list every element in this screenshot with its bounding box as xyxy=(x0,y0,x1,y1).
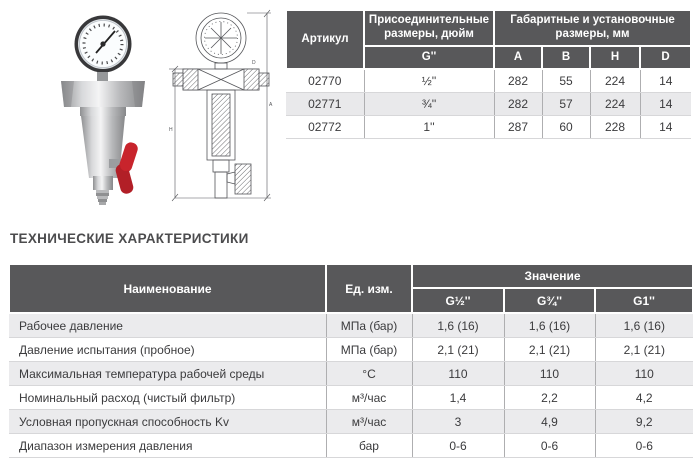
col-header-d: D xyxy=(640,46,691,69)
cell-value: 2,1 (21) xyxy=(504,338,595,362)
cell-value: 110 xyxy=(412,362,504,386)
cell-a: 282 xyxy=(494,93,542,116)
cell-value: 4,2 xyxy=(595,386,693,410)
cell-article: 02772 xyxy=(286,116,364,139)
section-title: ТЕХНИЧЕСКИЕ ХАРАКТЕРИСТИКИ xyxy=(10,231,249,246)
cell-value: 2,1 (21) xyxy=(412,338,504,362)
table-row xyxy=(286,69,691,93)
col-header-g34: G¾'' xyxy=(504,288,595,313)
table-row xyxy=(9,386,693,410)
table-row xyxy=(9,434,693,458)
cell-d: 14 xyxy=(640,69,691,93)
col-header-dimensions: Габаритные и установочные размеры, мм xyxy=(494,10,691,46)
cell-value: 0-6 xyxy=(504,434,595,458)
dim-label-left: H xyxy=(169,127,173,133)
table-row xyxy=(9,410,693,434)
cell-value: 1,6 (16) xyxy=(595,313,693,338)
cell-unit: МПа (бар) xyxy=(326,338,412,362)
product-photo xyxy=(46,8,161,206)
cell-value: 0-6 xyxy=(595,434,693,458)
cell-name: Условная пропускная способность Kv xyxy=(9,410,326,434)
table-row xyxy=(286,116,691,139)
col-header-g12: G½'' xyxy=(412,288,504,313)
cell-unit: м³/час xyxy=(326,410,412,434)
cell-value: 4,9 xyxy=(504,410,595,434)
cell-name: Рабочее давление xyxy=(9,313,326,338)
cell-value: 110 xyxy=(504,362,595,386)
technical-drawing xyxy=(166,6,276,206)
cell-unit: МПа (бар) xyxy=(326,313,412,338)
table-row xyxy=(286,93,691,116)
cell-name: Диапазон измерения давления xyxy=(9,434,326,458)
cell-g: 1'' xyxy=(364,116,494,139)
cell-value: 1,6 (16) xyxy=(504,313,595,338)
cell-name: Давление испытания (пробное) xyxy=(9,338,326,362)
cell-g: ½'' xyxy=(364,69,494,93)
dim-label-top: D xyxy=(252,60,256,66)
cell-value: 0-6 xyxy=(412,434,504,458)
cell-b: 60 xyxy=(542,116,590,139)
tech-characteristics-table xyxy=(8,263,694,458)
cell-name: Номинальный расход (чистый фильтр) xyxy=(9,386,326,410)
cell-h: 228 xyxy=(590,116,640,139)
cell-a: 282 xyxy=(494,69,542,93)
cell-unit: °С xyxy=(326,362,412,386)
gauge-stem xyxy=(97,72,108,81)
cell-unit: бар xyxy=(326,434,412,458)
dimensions-table xyxy=(285,9,692,139)
col-header-g1: G1'' xyxy=(595,288,693,313)
cell-d: 14 xyxy=(640,93,691,116)
cell-value: 2,1 (21) xyxy=(595,338,693,362)
col-header-b: B xyxy=(542,46,590,69)
cell-name: Максимальная температура рабочей среды xyxy=(9,362,326,386)
col-header-g: G'' xyxy=(364,46,494,69)
col-header-article: Артикул xyxy=(286,10,364,69)
cell-b: 55 xyxy=(542,69,590,93)
cell-g: ¾'' xyxy=(364,93,494,116)
cell-value: 3 xyxy=(412,410,504,434)
table-row xyxy=(9,338,693,362)
cell-d: 14 xyxy=(640,116,691,139)
cell-value: 9,2 xyxy=(595,410,693,434)
col-header-unit: Ед. изм. xyxy=(326,264,412,313)
cell-value: 1,6 (16) xyxy=(412,313,504,338)
col-header-connection: Присоединительные размеры, дюйм xyxy=(364,10,494,46)
dim-label-right: A xyxy=(269,102,273,108)
cell-b: 57 xyxy=(542,93,590,116)
col-header-value: Значение xyxy=(412,264,693,288)
cell-h: 224 xyxy=(590,93,640,116)
col-header-name: Наименование xyxy=(9,264,326,313)
cell-value: 2,2 xyxy=(504,386,595,410)
cell-article: 02770 xyxy=(286,69,364,93)
cell-a: 287 xyxy=(494,116,542,139)
col-header-h: H xyxy=(590,46,640,69)
cell-value: 110 xyxy=(595,362,693,386)
cell-h: 224 xyxy=(590,69,640,93)
pressure-gauge-icon xyxy=(75,16,132,73)
cell-article: 02771 xyxy=(286,93,364,116)
col-header-a: A xyxy=(494,46,542,69)
table-row xyxy=(9,313,693,338)
cell-unit: м³/час xyxy=(326,386,412,410)
cell-value: 1,4 xyxy=(412,386,504,410)
table-row xyxy=(9,362,693,386)
